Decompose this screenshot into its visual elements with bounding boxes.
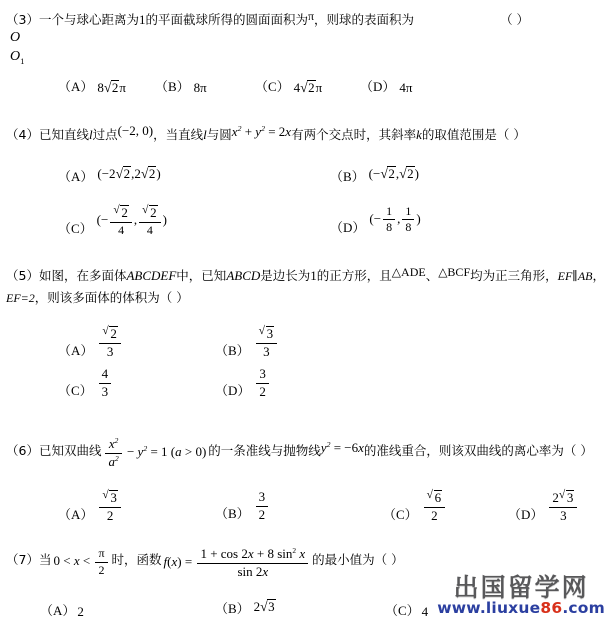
fraction: $\frac{1}{8}$	[402, 205, 414, 235]
question-6-parabola-equation: $y^2 = -6x$	[320, 439, 364, 455]
question-6-option-b[interactable]	[215, 490, 270, 522]
figure-label-o	[10, 30, 20, 46]
option-label: （B）	[215, 342, 250, 358]
option-value: (− √ 2 4 , √ 2 4 )	[96, 204, 167, 237]
option-label: （D）	[360, 79, 396, 94]
question-5-number: （5）	[6, 268, 39, 283]
question-4-stem	[6, 120, 606, 145]
figure-label-o-text: O	[10, 30, 21, 45]
question-5	[6, 262, 606, 309]
watermark-url	[437, 600, 605, 617]
question-4-point: (−2, 0)	[117, 123, 154, 138]
numerator: 4	[99, 367, 112, 384]
question-4-text-6: 的取值范围是（ ）	[421, 127, 526, 142]
option-value	[399, 80, 412, 96]
option-coefficient: 8	[193, 80, 201, 96]
fraction: √ 2 4	[110, 205, 132, 237]
option-label: （C）	[385, 603, 420, 618]
question-4-number: （4）	[6, 127, 39, 142]
question-4-text-1: 已知直线	[38, 127, 89, 142]
option-label: （C）	[58, 383, 93, 399]
option-label: （A）	[58, 506, 94, 522]
figure-label-o1-subscript: 1	[20, 55, 25, 66]
question-3-stem	[6, 6, 606, 30]
question-4-var-k: k	[416, 127, 422, 142]
question-5-separator: 、	[425, 268, 439, 283]
question-7-function-expression: f(x) = $\frac{1 + \cos 2x + 8 \sin^2 x}{\sin 2x}$	[164, 547, 311, 579]
question-3-option-a[interactable]	[58, 76, 126, 96]
question-5-text-5: 均为正三角形，	[470, 268, 558, 283]
question-5-stem	[6, 262, 606, 309]
fraction	[256, 490, 269, 522]
sqrt-icon: √ 2	[115, 165, 131, 181]
question-6-stem	[6, 437, 606, 469]
option-coefficient: 4	[293, 80, 301, 96]
sqrt-icon: √ 3	[558, 489, 574, 505]
option-label: （A）	[58, 169, 94, 184]
fraction: √ 6 2	[424, 490, 446, 523]
sqrt-icon: √ 2	[300, 79, 315, 96]
option-value	[254, 367, 271, 399]
question-4-text-5: 有两个交点时，其斜率	[291, 127, 417, 142]
question-6-text-1: 已知双曲线	[38, 443, 102, 458]
option-value	[422, 490, 448, 523]
option-label: （B）	[155, 79, 190, 94]
watermark-site-name: 出国留学网	[453, 573, 589, 602]
question-3-text-1: 一个与球心距离为	[38, 12, 139, 27]
question-6-text-3: 的准线重合，则该双曲线的离心率为（ ）	[363, 443, 593, 458]
option-label: （C）	[383, 506, 418, 522]
option-value	[254, 490, 271, 522]
question-5-text-1: 如图，在多面体	[38, 268, 127, 283]
option-coefficient: 8	[97, 80, 104, 96]
option-value: (− √ 2, √ 2)	[368, 165, 419, 181]
watermark-url-highlight: 86	[540, 599, 563, 617]
fraction: √ 3 3	[256, 326, 278, 359]
question-3-text-2: 的平面截球所得的圆面面积为	[145, 12, 308, 27]
question-6-number: （6）	[6, 443, 39, 458]
option-suffix: π	[315, 80, 323, 96]
fraction	[99, 367, 112, 399]
question-6-option-d[interactable]	[508, 490, 579, 523]
question-7-option-a[interactable]	[40, 600, 84, 620]
fraction: 2 √ 3 3	[549, 490, 577, 523]
numerator: 3	[256, 367, 269, 384]
fraction: √ 2 4	[139, 205, 161, 237]
question-3-text-3: ，则球的表面积为	[314, 12, 415, 27]
question-4-option-b[interactable]	[330, 166, 419, 185]
question-5-side: 1	[310, 268, 317, 283]
question-3-option-b[interactable]	[155, 76, 207, 96]
option-value: (−2 √ 2,2 √ 2)	[97, 165, 161, 181]
option-suffix: π	[119, 80, 126, 96]
option-label: （B）	[215, 506, 250, 522]
fraction: $\frac{1 + \cos 2x + 8 \sin^2 x}{\sin 2x}$	[197, 547, 308, 579]
sqrt-icon: √ 3	[102, 489, 117, 505]
option-value	[294, 80, 323, 96]
sqrt-icon: √ 2	[103, 79, 119, 96]
question-4-text-3: ，当直线	[153, 127, 204, 142]
question-4-option-d[interactable]	[330, 205, 421, 235]
sqrt-icon: √ 2	[380, 165, 395, 181]
question-6	[6, 437, 606, 469]
watermark-url-suffix: .com	[562, 599, 605, 617]
option-suffix: π	[405, 80, 413, 96]
sqrt-icon: √ 6	[426, 489, 442, 505]
question-3-value-1: 1	[138, 12, 146, 27]
question-5-text-6: ，则该多面体的体积为（ ）	[34, 290, 189, 305]
question-3-answer-blank[interactable]: （ ）	[500, 12, 530, 27]
sqrt-icon: √ 2	[102, 325, 117, 341]
numerator: 3	[256, 490, 269, 507]
option-value	[254, 326, 280, 359]
question-7-number: （7）	[6, 551, 39, 567]
question-4	[6, 120, 606, 145]
fraction	[256, 367, 269, 399]
question-5-text-4: 的正方形，且	[316, 268, 392, 283]
option-value: 2	[77, 604, 84, 620]
watermark-url-prefix: www.liuxue	[437, 599, 541, 617]
option-value	[547, 490, 579, 523]
question-4-var-l-2: l	[203, 127, 207, 142]
question-5-text-2: 中，已知	[176, 268, 227, 283]
question-5-ef-length: EF=2	[6, 291, 35, 305]
question-5-option-c[interactable]	[58, 367, 113, 399]
question-5-option-a[interactable]	[58, 326, 123, 359]
denominator: 3	[101, 383, 109, 399]
question-5-triangle-ade: △ADE	[391, 265, 426, 279]
option-value	[97, 80, 126, 96]
question-4-text-2: 过点	[92, 127, 118, 142]
question-5-option-b[interactable]	[215, 326, 279, 359]
option-label: （A）	[58, 79, 94, 94]
option-value: 4	[421, 604, 429, 620]
question-4-var-l-1: l	[88, 127, 93, 142]
watermark	[437, 575, 605, 617]
option-label: （B）	[215, 601, 250, 616]
option-label: （D）	[215, 383, 251, 399]
question-4-option-a[interactable]	[58, 166, 161, 185]
fraction: $\frac{\pi}{2}$	[95, 547, 107, 577]
figure-label-o1-text: O	[10, 49, 21, 64]
sqrt-icon: √ 2	[140, 165, 156, 181]
sqrt-icon: √ 2	[399, 165, 414, 181]
question-5-triangle-bcf: △BCF	[438, 265, 471, 279]
option-label: （D）	[508, 506, 544, 522]
question-5-comma: ，	[592, 268, 606, 283]
option-label: （A）	[58, 342, 94, 358]
fraction: $\frac{1}{8}$	[383, 205, 395, 235]
question-7-option-c[interactable]	[385, 600, 428, 620]
question-7-text-3: 的最小值为（ ）	[312, 551, 404, 567]
question-4-text-4: 与圆	[206, 127, 232, 142]
question-7-option-b[interactable]	[215, 598, 276, 617]
option-value	[97, 490, 123, 523]
question-4-circle-equation: $x^2 + y^2 = 2x$	[231, 123, 292, 139]
question-3-option-d[interactable]	[360, 76, 412, 96]
question-5-square: ABCD	[226, 268, 261, 283]
sqrt-icon: √ 3	[258, 325, 274, 341]
option-value: (− $\frac{1}{8}$ , $\frac{1}{8}$ )	[369, 204, 421, 235]
denominator: 2	[259, 383, 266, 399]
sqrt-icon: √ 2	[113, 204, 128, 220]
question-3	[6, 6, 606, 30]
question-7-domain-range: 0 < x < $\frac{\pi}{2}$	[53, 547, 109, 577]
option-label: （A）	[40, 603, 76, 618]
option-coefficient: 4	[399, 80, 406, 96]
question-3-option-c[interactable]	[255, 76, 322, 96]
question-6-option-c[interactable]	[383, 490, 447, 523]
option-suffix: π	[200, 80, 207, 96]
question-6-option-a[interactable]	[58, 490, 123, 523]
question-3-pi: π	[307, 9, 315, 23]
question-7-text-2: 时，函数	[111, 551, 162, 567]
option-value	[97, 367, 114, 399]
sqrt-icon: √ 2	[142, 204, 157, 220]
fraction: √ 3 2	[99, 490, 121, 523]
question-6-text-2: 的一条准线与抛物线	[208, 443, 321, 458]
option-label: （B）	[330, 169, 365, 184]
question-3-number: （3）	[6, 12, 39, 27]
option-label: （D）	[330, 219, 366, 235]
figure-label-o1	[10, 49, 24, 65]
question-4-option-c[interactable]	[58, 205, 167, 237]
fraction: $\frac{x^2}{a^2}$	[105, 437, 121, 469]
question-7-text-1: 当	[38, 551, 52, 567]
option-value	[97, 326, 123, 359]
question-5-solid: ABCDEF	[126, 268, 177, 283]
question-5-parallel: EF∥AB	[557, 269, 593, 283]
question-5-option-d[interactable]	[215, 367, 271, 399]
question-6-hyperbola-equation: $\frac{x^2}{a^2}$ − $y^2 = 1$ (a > 0)	[103, 437, 206, 469]
option-label: （C）	[255, 79, 290, 94]
question-5-text-3: 是边长为	[260, 268, 311, 283]
option-label: （C）	[58, 220, 93, 236]
option-value	[194, 80, 207, 96]
option-value: 2 √ 3	[253, 598, 275, 614]
radicand: 2	[111, 80, 119, 96]
radicand: 2	[308, 80, 315, 96]
denominator: 2	[258, 506, 266, 522]
sqrt-icon: √ 3	[260, 598, 275, 614]
fraction: √ 2 3	[99, 326, 121, 359]
